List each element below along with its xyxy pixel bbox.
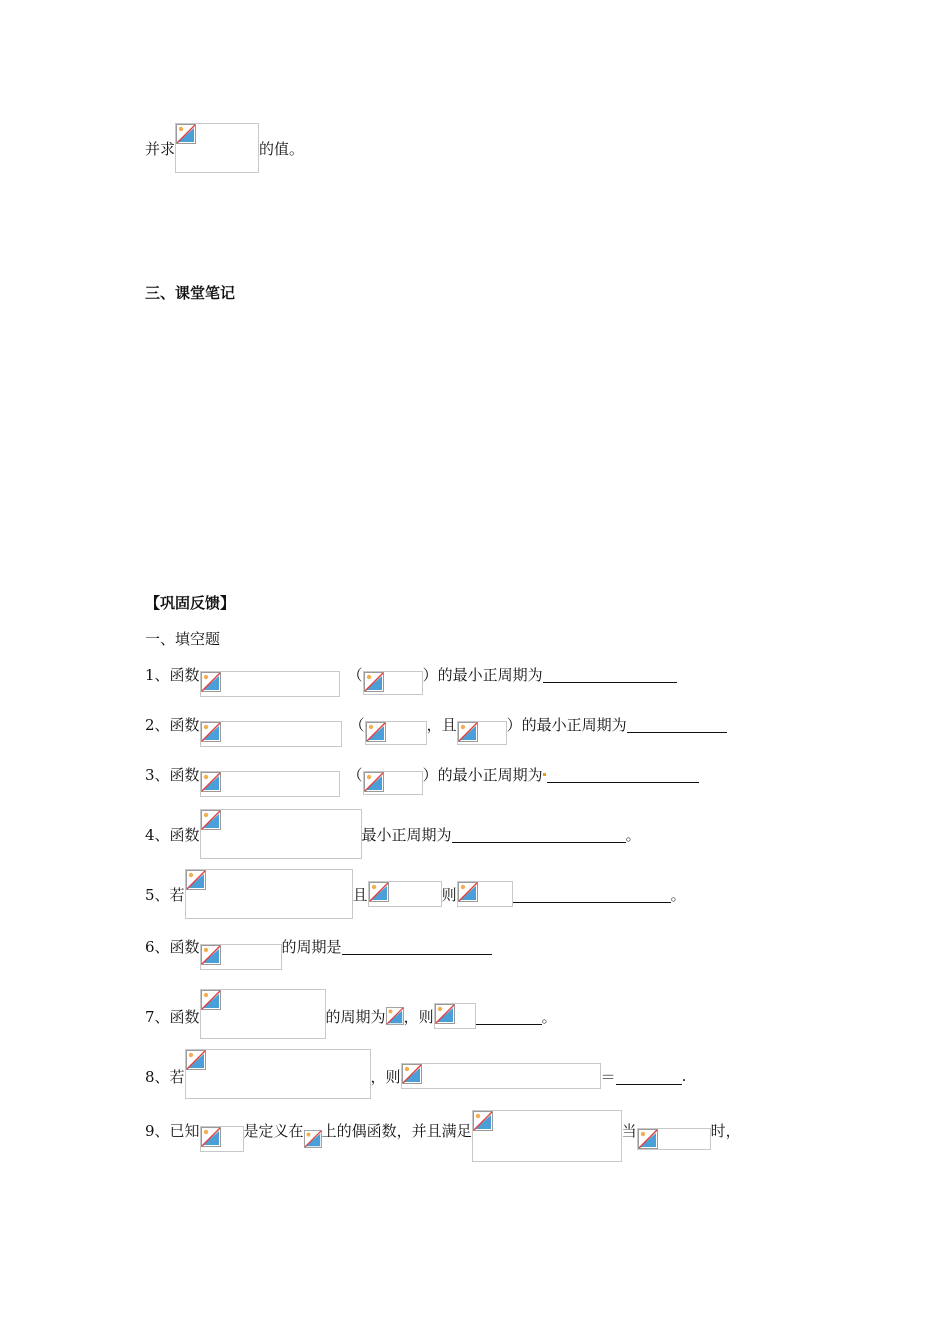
broken-image-icon (458, 882, 478, 902)
formula-image (200, 721, 342, 747)
broken-image-icon (304, 1130, 322, 1148)
formula-image (200, 671, 340, 697)
text: 的值。 (259, 139, 305, 158)
broken-image-icon (402, 1064, 422, 1084)
broken-image-icon (366, 722, 386, 742)
line-find-value (145, 128, 304, 168)
text: 的周期是 (281, 937, 342, 956)
text: ，则 (370, 1067, 401, 1086)
text: ）的最小正周期为 (506, 715, 627, 734)
text: （ (349, 715, 365, 734)
question-1 (145, 654, 677, 694)
question-9 (145, 1110, 741, 1150)
q-number: 1、函数 (145, 665, 200, 684)
formula-image (200, 809, 362, 859)
formula-image (185, 869, 353, 919)
formula-image (175, 123, 259, 173)
section-title: 三、课堂笔记 (145, 283, 236, 302)
anchor-mark (543, 773, 546, 776)
text: 则 (441, 885, 457, 904)
feedback-title: 【巩固反馈】 (145, 593, 236, 612)
formula-image (637, 1128, 711, 1150)
answer-blank[interactable] (476, 1008, 542, 1025)
broken-image-icon (435, 1004, 455, 1024)
formula-image (386, 1007, 404, 1025)
question-2 (145, 704, 727, 744)
feedback-heading (145, 582, 235, 622)
broken-image-icon (364, 672, 384, 692)
broken-image-icon (369, 882, 389, 902)
formula-image (185, 1049, 371, 1099)
text: 并求 (145, 139, 176, 158)
formula-image (363, 771, 423, 795)
answer-blank[interactable] (543, 666, 677, 683)
formula-image (363, 671, 423, 695)
text: 上的偶函数，并且满足 (321, 1121, 472, 1140)
broken-image-icon (201, 672, 221, 692)
text: . (681, 1067, 687, 1085)
section-heading (145, 272, 235, 312)
answer-blank[interactable] (627, 716, 727, 733)
subsection-title: 一、填空题 (145, 629, 221, 648)
answer-blank[interactable] (452, 826, 626, 843)
text: ，且 (426, 715, 457, 734)
q-number: 6、函数 (145, 937, 200, 956)
broken-image-icon (458, 722, 478, 742)
broken-image-icon (201, 810, 221, 830)
answer-blank[interactable] (547, 766, 699, 783)
subsection-heading (145, 618, 220, 658)
question-4 (145, 814, 641, 854)
broken-image-icon (186, 1050, 206, 1070)
question-6 (145, 926, 492, 966)
text: ）的最小正周期为 (422, 765, 543, 784)
text: 的周期为 (325, 1007, 386, 1026)
q-number: 5、若 (145, 885, 185, 904)
q-number: 9、已知 (145, 1121, 200, 1140)
broken-image-icon (473, 1111, 493, 1131)
text: 且 (352, 885, 368, 904)
formula-image (401, 1063, 601, 1089)
formula-image (200, 944, 282, 970)
text: 当 (621, 1121, 637, 1140)
broken-image-icon (201, 945, 221, 965)
broken-image-icon (386, 1007, 404, 1025)
answer-blank[interactable] (513, 886, 671, 903)
text: 。 (541, 1007, 557, 1026)
broken-image-icon (201, 990, 221, 1010)
q-number: 2、函数 (145, 715, 200, 734)
question-5 (145, 874, 686, 914)
text: 。 (625, 825, 641, 844)
formula-image (200, 771, 340, 797)
question-8 (145, 1056, 686, 1096)
broken-image-icon (186, 870, 206, 890)
formula-image (368, 881, 442, 907)
broken-image-icon (176, 124, 196, 144)
formula-image (200, 1126, 244, 1152)
q-number: 7、函数 (145, 1007, 200, 1026)
question-3 (145, 754, 699, 794)
answer-blank[interactable] (342, 938, 492, 955)
broken-image-icon (201, 772, 221, 792)
formula-image (457, 881, 513, 907)
answer-blank[interactable] (616, 1068, 682, 1085)
broken-image-icon (201, 1127, 221, 1147)
q-number: 8、若 (145, 1067, 185, 1086)
text: ，则 (403, 1007, 434, 1026)
text: （ (347, 765, 363, 784)
text: 。 (670, 885, 686, 904)
formula-image (365, 721, 427, 745)
formula-image (472, 1110, 622, 1162)
text: 是定义在 (243, 1121, 304, 1140)
text: 时， (710, 1121, 741, 1140)
text: ）的最小正周期为 (422, 665, 543, 684)
broken-image-icon (364, 772, 384, 792)
formula-image (457, 721, 507, 745)
formula-image (434, 1003, 476, 1029)
q-number: 3、函数 (145, 765, 200, 784)
text: （ (347, 665, 363, 684)
q-number: 4、函数 (145, 825, 200, 844)
formula-image (304, 1130, 322, 1148)
text: 最小正周期为 (361, 825, 452, 844)
question-7 (145, 996, 557, 1036)
broken-image-icon (201, 722, 221, 742)
broken-image-icon (638, 1129, 658, 1149)
text: ＝ (600, 1067, 616, 1086)
formula-image (200, 989, 326, 1039)
